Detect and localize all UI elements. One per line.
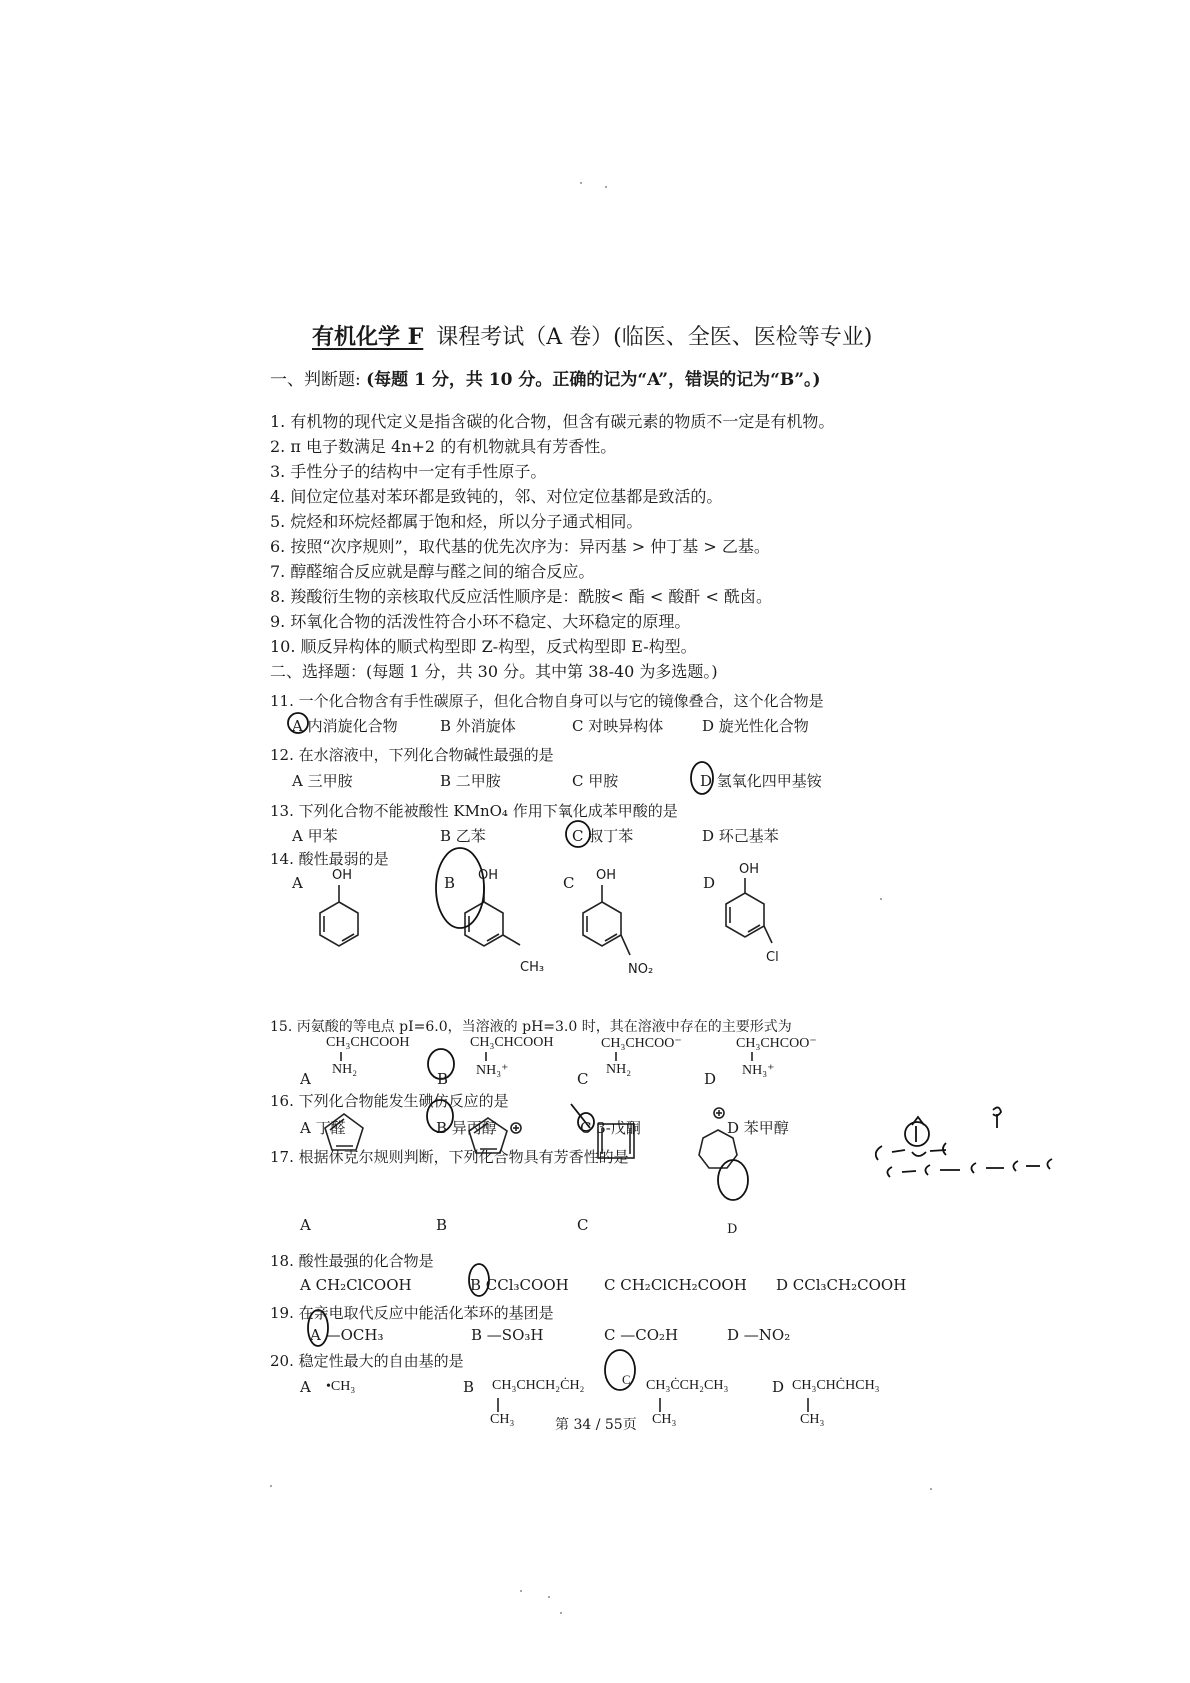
q15-c-amine: NH₂ xyxy=(606,1062,632,1077)
q19-option-d: D —NO₂ xyxy=(727,1326,791,1344)
q20-letter-a: A xyxy=(300,1378,311,1396)
q12-option-d: D 氢氧化四甲基铵 xyxy=(700,772,822,790)
q14-letter-a: A xyxy=(292,874,303,892)
page-number: 第 34 / 55页 xyxy=(555,1417,637,1433)
scan-speck xyxy=(605,186,607,188)
q14-a-oh-label: OH xyxy=(332,868,353,883)
q12-option-a: A 三甲胺 xyxy=(292,772,353,790)
q15-b-formula: CH₃CHCOOH xyxy=(470,1035,554,1050)
course-name: 有机化学 F xyxy=(312,324,424,350)
q17-letter-b: B xyxy=(436,1216,448,1234)
q20-c-substituent: CH₃ xyxy=(652,1412,677,1427)
scan-speck xyxy=(580,182,582,184)
scan-speck xyxy=(560,1612,562,1614)
q14-c-nitro-label: NO₂ xyxy=(628,962,654,977)
q20-d-formula: CH₃CHĊHCH₃ xyxy=(792,1378,880,1393)
q15-d-formula: CH₃CHCOO⁻ xyxy=(736,1036,817,1051)
q14-d-chloro-label: Cl xyxy=(766,950,779,965)
q19-option-a: A —OCH₃ xyxy=(310,1326,384,1344)
q15-c-formula: CH₃CHCOO⁻ xyxy=(601,1036,682,1051)
q15-letter-a: A xyxy=(300,1070,311,1088)
q20-b-formula: CH₃CHCH₂ĊH₂ xyxy=(492,1378,585,1393)
tf-item-3: 3. 手性分子的结构中一定有手性原子。 xyxy=(270,462,547,481)
q14-letter-b: B xyxy=(444,874,456,892)
tf-item-5: 5. 烷烃和环烷烃都属于饱和烃，所以分子通式相同。 xyxy=(270,512,643,531)
q17-letter-d: D xyxy=(727,1222,738,1237)
q14-d-chlorophenol-ring xyxy=(726,878,772,943)
q18-stem: 18. 酸性最强的化合物是 xyxy=(270,1252,434,1270)
tf-item-2: 2. π 电子数满足 4n+2 的有机物就具有芳香性。 xyxy=(270,437,617,456)
q14-b-cresol-ring xyxy=(465,885,520,946)
q12-stem: 12. 在水溶液中，下列化合物碱性最强的是 xyxy=(270,746,554,764)
q16-option-c: C 3-戊酮 xyxy=(580,1119,641,1137)
exam-type: 课程考试（A 卷）(临医、全医、医检等专业) xyxy=(436,325,873,350)
q20-b-substituent: CH₃ xyxy=(490,1412,515,1427)
q11-option-c: C 对映异构体 xyxy=(572,717,664,735)
scan-speck xyxy=(880,898,882,900)
q20-c-formula: CH₃ĊCH₂CH₃ xyxy=(646,1378,729,1393)
q19-option-c: C —CO₂H xyxy=(604,1326,679,1344)
q13-stem: 13. 下列化合物不能被酸性 KMnO₄ 作用下氧化成苯甲酸的是 xyxy=(270,802,678,820)
q14-b-methyl-label: CH₃ xyxy=(520,960,545,975)
tf-item-9: 9. 环氧化合物的活泼性符合小环不稳定、大环稳定的原理。 xyxy=(270,612,691,631)
q17-letter-a: A xyxy=(300,1216,311,1234)
q20-letter-d: D xyxy=(772,1378,785,1396)
q12-option-b: B 二甲胺 xyxy=(440,772,501,790)
q14-b-oh-label: OH xyxy=(478,868,499,883)
scan-speck xyxy=(270,1485,272,1487)
q19-stem: 19. 在亲电取代反应中能活化苯环的基团是 xyxy=(270,1304,554,1322)
q15-letter-d: D xyxy=(704,1070,717,1088)
q14-c-nitrophenol-ring xyxy=(583,885,630,955)
q20-letter-c: C xyxy=(622,1372,631,1387)
q18-option-b: B CCl₃COOH xyxy=(470,1276,569,1294)
q15-d-amine: NH₃⁺ xyxy=(742,1063,775,1078)
q14-letter-d: D xyxy=(703,874,716,892)
tf-item-8: 8. 羧酸衍生物的亲核取代反应活性顺序是：酰胺< 酯 < 酸酐 < 酰卤。 xyxy=(270,587,773,606)
q18-option-a: A CH₂ClCOOH xyxy=(300,1276,412,1294)
q12-option-c: C 甲胺 xyxy=(572,772,619,790)
q15-b-amine: NH₃⁺ xyxy=(476,1063,509,1078)
q11-stem: 11. 一个化合物含有手性碳原子，但化合物自身可以与它的镜像叠合，这个化合物是 xyxy=(270,692,824,710)
q20-a-methyl-radical: •CH₃ xyxy=(326,1379,356,1394)
q15-letter-c: C xyxy=(577,1070,589,1088)
q20-letter-b: B xyxy=(463,1378,475,1396)
scan-speck xyxy=(930,1488,932,1490)
q13-option-b: B 乙苯 xyxy=(440,827,486,845)
q20-d-substituent: CH₃ xyxy=(800,1412,825,1427)
section-1-instructions: (每题 1 分，共 10 分。正确的记为“A”，错误的记为“B”。) xyxy=(366,370,821,390)
q16-option-d: D 苯甲醇 xyxy=(727,1119,789,1137)
q14-d-oh-label: OH xyxy=(739,862,760,877)
section-2-title: 二、选择题：(每题 1 分，共 30 分。其中第 38-40 为多选题。) xyxy=(270,662,718,681)
tf-item-6: 6. 按照“次序规则”，取代基的优先次序为：异丙基 > 仲丁基 > 乙基。 xyxy=(270,537,770,556)
q17-stem: 17. 根据休克尔规则判断，下列化合物具有芳香性的是 xyxy=(270,1148,629,1166)
q16-option-a: A 丁醛 xyxy=(300,1119,346,1137)
scan-speck xyxy=(548,1596,550,1598)
q14-stem: 14. 酸性最弱的是 xyxy=(270,850,389,868)
q17-letter-c: C xyxy=(577,1216,589,1234)
section-1-title: 一、判断题: xyxy=(270,370,361,390)
q11-option-a: A 内消旋化合物 xyxy=(292,717,398,735)
tf-item-4: 4. 间位定位基对苯环都是致钝的，邻、对位定位基都是致活的。 xyxy=(270,487,723,506)
q15-a-amine: NH₂ xyxy=(332,1062,358,1077)
q11-option-b: B 外消旋体 xyxy=(440,717,516,735)
q15-letter-b: B xyxy=(437,1070,449,1088)
q13-option-a: A 甲苯 xyxy=(292,827,338,845)
q15-a-formula: CH₃CHCOOH xyxy=(326,1035,410,1050)
tf-item-10: 10. 顺反异构体的顺式构型即 Z-构型，反式构型即 E-构型。 xyxy=(270,637,697,656)
scan-speck xyxy=(520,1590,522,1592)
q16-option-b: B 异丙醇 xyxy=(436,1119,497,1137)
q20-stem: 20. 稳定性最大的自由基的是 xyxy=(270,1352,464,1370)
q14-a-phenol-ring xyxy=(320,885,358,946)
handwritten-notes xyxy=(876,1107,1052,1177)
q18-option-c: C CH₂ClCH₂COOH xyxy=(604,1276,747,1294)
tf-item-1: 1. 有机物的现代定义是指含碳的化合物，但含有碳元素的物质不一定是有机物。 xyxy=(270,412,835,431)
q13-option-c: C 叔丁苯 xyxy=(572,827,634,845)
q15-stem: 15. 丙氨酸的等电点 pI=6.0，当溶液的 pH=3.0 时，其在溶液中存在的主要形式为 xyxy=(270,1019,792,1035)
q16-stem: 16. 下列化合物能发生碘仿反应的是 xyxy=(270,1092,509,1110)
q14-letter-c: C xyxy=(563,874,575,892)
q19-option-b: B —SO₃H xyxy=(471,1326,544,1344)
q13-option-d: D 环己基苯 xyxy=(702,827,779,845)
q11-option-d: D 旋光性化合物 xyxy=(702,717,809,735)
q18-option-d: D CCl₃CH₂COOH xyxy=(776,1276,907,1294)
q14-c-oh-label: OH xyxy=(596,868,617,883)
tf-item-7: 7. 醇醛缩合反应就是醇与醛之间的缩合反应。 xyxy=(270,562,595,581)
